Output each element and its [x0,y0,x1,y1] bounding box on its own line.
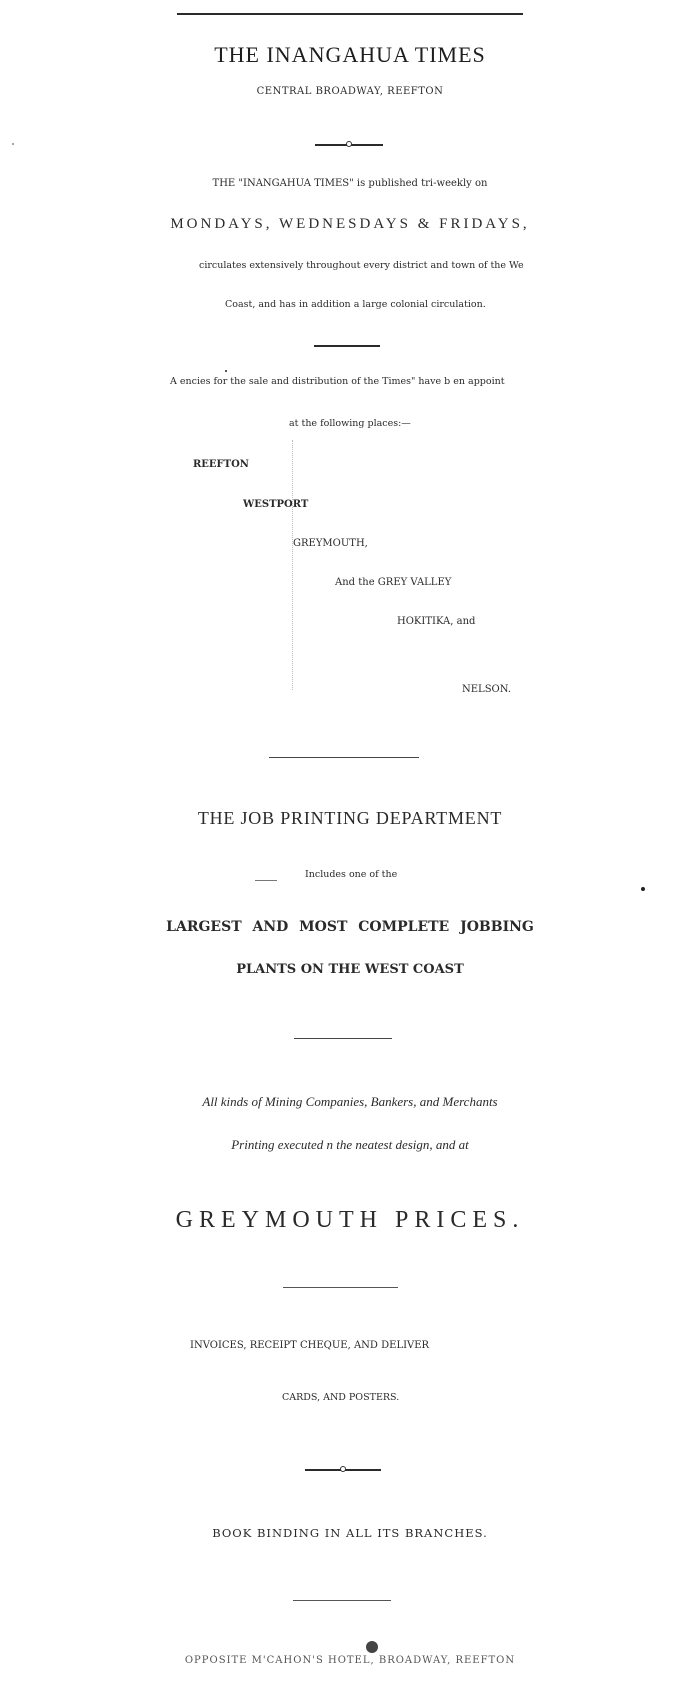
faint-column-line [292,440,293,690]
includes-line: Includes one of the [305,869,398,880]
masthead-address: CENTRAL BROADWAY, REEFTON [256,86,444,97]
divider-rule [293,1600,391,1601]
mining-line: All kinds of Mining Companies, Bankers, and Merchants [202,1094,498,1109]
place-greymouth: GREYMOUTH, [293,538,368,549]
divider-rule [283,1287,398,1288]
publication-days: MONDAYS, WEDNESDAYS & FRIDAYS, [170,216,530,232]
small-rule [255,880,277,881]
top-rule [177,13,523,15]
job-printing-heading: THE JOB PRINTING DEPARTMENT [197,808,503,828]
scan-speck [12,143,14,145]
agencies-intro: A encies for the sale and distribution of the Times" have b en appoint [170,376,505,387]
circulation-line: circulates extensively throughout every district and town of the We [199,260,524,271]
publication-line: THE "INANGAHUA TIMES" is published tri-weekly on [212,178,488,189]
cards-posters-line: CARDS, AND POSTERS. [282,1392,400,1403]
place-westport: WESTPORT [243,499,309,510]
divider-rule [314,345,380,347]
place-hokitika: HOKITIKA, and [397,616,476,627]
book-binding-line: BOOK BINDING IN ALL ITS BRANCHES. [212,1526,488,1540]
place-nelson: NELSON. [462,684,512,695]
plants-line: PLANTS ON THE WEST COAST [236,962,464,977]
place-reefton: REEFTON [193,459,249,470]
greymouth-prices: GREYMOUTH PRICES. [175,1207,525,1233]
footer-address: OPPOSITE M'CAHON'S HOTEL, BROADWAY, REEFTON [184,1655,516,1666]
masthead-title: THE INANGAHUA TIMES [214,42,486,67]
divider-rule [294,1038,392,1039]
circulation-line-2: Coast, and has in addition a large colonial circulation. [225,299,486,310]
largest-line: LARGEST AND MOST COMPLETE JOBBING [166,919,534,935]
place-grey-valley: And the GREY VALLEY [335,577,452,588]
invoices-line: INVOICES, RECEIPT CHEQUE, AND DELIVER [190,1340,430,1351]
printing-executed-line: Printing executed n the neatest design, and at [231,1137,469,1152]
scan-speck [641,887,645,891]
scan-speck [366,1641,378,1653]
agencies-intro-2: at the following places:— [289,418,411,429]
scan-speck [225,370,227,372]
divider-rule [269,757,419,758]
